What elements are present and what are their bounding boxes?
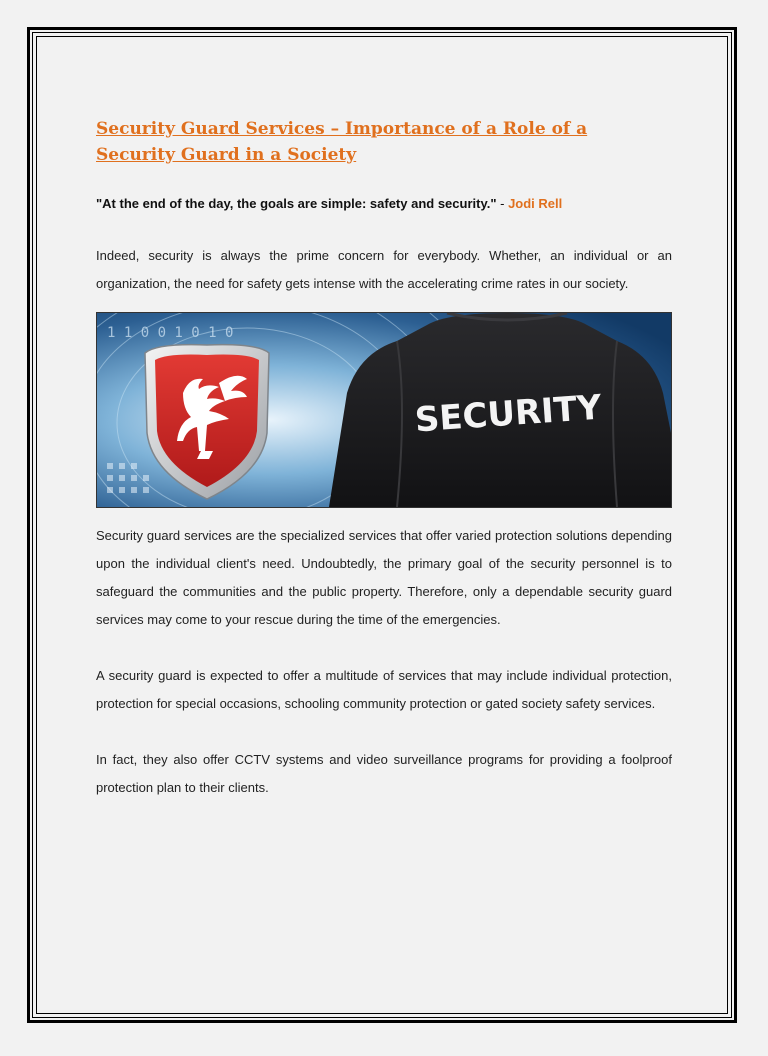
quote-text: "At the end of the day, the goals are simple: safety and security." xyxy=(96,196,497,211)
opening-quote xyxy=(96,194,672,214)
paragraph-duties: A security guard is expected to offer a multitude of services that may include individual protection, protection for special occasions, schooling community protection or gated society safety services. xyxy=(96,668,672,711)
document-title[interactable]: Security Guard Services – Importance of a Role of a Security Guard in a Society xyxy=(96,119,588,165)
paragraph-cctv: In fact, they also offer CCTV systems and video surveillance programs for providing a foolproof protection plan to their clients. xyxy=(96,752,672,795)
quote-author: Jodi Rell xyxy=(508,196,563,211)
paragraph-intro: Indeed, security is always the prime concern for everybody. Whether, an individual or an organization, the need for safety gets intense with the accelerating crime rates in our society. xyxy=(96,248,672,291)
binary-digits: 1 1 0 0 1 0 1 0 xyxy=(107,325,234,341)
document-content xyxy=(96,116,672,802)
paragraph-services: Security guard services are the specialized services that offer varied protection solutions depending upon the individual client's need. Undoubtedly, the primary goal of the security personnel is to safeguard the communities and the public property. Therefore, only a dependable security guard services may come to your rescue during the time of the emergencies. xyxy=(96,528,672,627)
quote-separator: - xyxy=(496,196,509,211)
security-guard-image xyxy=(96,312,672,508)
security-illustration xyxy=(97,313,671,507)
jacket-security-text: SECURITY xyxy=(413,387,603,441)
